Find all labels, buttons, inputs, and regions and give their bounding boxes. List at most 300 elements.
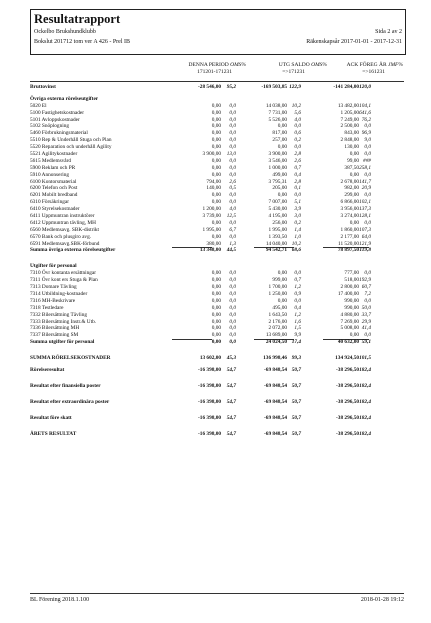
current-period-amount: 0,00 (211, 270, 221, 277)
current-period-pct: 54,7 (226, 430, 236, 437)
closing-balance-pct: 0,2 (294, 219, 301, 226)
closing-balance-amount: -69 848,54 (264, 382, 287, 389)
table-row (30, 277, 404, 284)
prior-year-pct: 182,4 (359, 398, 371, 405)
closing-balance-amount: 4 195,00 (268, 213, 287, 220)
prior-year-amount: 13 482,00 (337, 102, 359, 109)
closing-balance-pct: 1,6 (294, 318, 301, 325)
prior-year-pct: 182,4 (359, 430, 371, 437)
table-row (30, 151, 404, 158)
current-period-amount: 0,00 (211, 192, 221, 199)
table-row (30, 144, 404, 151)
prior-year-pct: 182,4 (359, 414, 371, 421)
current-period-pct: 95,2 (226, 84, 236, 90)
current-period-pct: 0,0 (229, 137, 236, 144)
table-row (30, 431, 404, 438)
current-period-amount: 0,00 (211, 325, 221, 332)
row-label: Summa övriga externa rörelseutgifter (30, 247, 116, 254)
prior-year-pct: 33,7 (361, 311, 371, 318)
closing-balance-amount: 5 430,00 (268, 206, 287, 213)
prior-year-pct: 104,1 (359, 102, 371, 109)
prior-year-pct: 121,9 (359, 240, 371, 247)
closing-balance-amount: 256,00 (272, 219, 287, 226)
row-label: 7311 Övr kont ers Stuga & Plan (30, 277, 98, 284)
prior-year-amount: 2 500,00 (340, 123, 359, 130)
current-period-amount: 0,00 (211, 164, 221, 171)
closing-balance-pct: 0,1 (294, 185, 301, 192)
prior-year-pct: 41,4 (361, 325, 371, 332)
row-label: Resultat före skatt (30, 414, 72, 421)
closing-balance-pct: 2,8 (294, 151, 301, 158)
table-row (30, 284, 404, 291)
prior-year-amount: 2 678,00 (340, 178, 359, 185)
prior-year-amount: 40 632,00 (337, 339, 359, 346)
row-label: 6201 Mobilt bredband (30, 192, 78, 199)
table-row (30, 234, 404, 241)
prior-year-amount: 11 520,00 (338, 240, 359, 247)
current-period-pct: 2,6 (229, 178, 236, 185)
closing-balance-pct: 1,2 (294, 284, 301, 291)
footer-divider (30, 593, 404, 594)
table-row (30, 84, 404, 91)
closing-balance-pct: 122,9 (289, 84, 301, 90)
prior-year-amount: 1 205,00 (340, 109, 359, 116)
prior-year-amount: 3 274,00 (340, 213, 359, 220)
column-title: ACK FÖREG ÅR (346, 62, 387, 68)
current-period-amount: 0,00 (211, 102, 221, 109)
row-label: 5900 Reklam och PR (30, 164, 76, 171)
row-label: 6411 Uppmuntran instruktörer (30, 213, 95, 220)
table-row (30, 298, 404, 305)
spacer (30, 422, 404, 431)
closing-balance-pct: 5,1 (294, 199, 301, 206)
prior-year-amount: 4 880,00 (340, 311, 359, 318)
footer-timestamp: 2018-01-28 19:12 (360, 597, 404, 603)
prior-year-amount: 99,00 (347, 157, 359, 164)
table-row (30, 185, 404, 192)
prior-year-pct: 20,9 (361, 185, 371, 192)
table-row (30, 158, 404, 165)
prior-year-amount: 3 956,00 (340, 206, 359, 213)
prior-year-pct: 0,0 (364, 171, 371, 178)
row-label: 5520 Reparation och underhåll Agility (30, 144, 112, 151)
closing-balance-amount: 2 072,00 (268, 325, 287, 332)
closing-balance-amount: 1 643,50 (268, 311, 287, 318)
closing-balance-amount: 499,00 (272, 171, 287, 178)
current-period-pct: 13,0 (226, 151, 236, 158)
current-period-pct: 0,0 (229, 304, 236, 311)
closing-balance-amount: 14 038,00 (265, 102, 287, 109)
row-label: 5460 Förbrukningsmaterial (30, 130, 88, 137)
current-period-amount: -16 398,00 (198, 398, 221, 405)
current-period-pct: 0,0 (229, 192, 236, 199)
row-label: 6310 Försäkringar (30, 199, 69, 206)
current-period-pct: 0,0 (229, 157, 236, 164)
current-period-pct: 0,0 (229, 277, 236, 284)
prior-year-amount: 0,00 (349, 171, 359, 178)
closing-balance-pct: 3,9 (294, 206, 301, 213)
current-period-pct: 0,0 (229, 297, 236, 304)
closing-balance-amount: 24 024,50 (265, 339, 287, 346)
prior-year-amount: 7 249,00 (340, 116, 359, 123)
closing-balance-amount: 14 040,00 (265, 240, 287, 247)
row-label: 5101 Avloppskostnader (30, 116, 80, 123)
row-label: 7316 MH-Beskrivare (30, 297, 76, 304)
row-label: 6591 Medlemsavg.SBK-förbund (30, 240, 100, 247)
current-period-amount: 13 348,00 (199, 247, 221, 254)
closing-balance-pct: 1,4 (294, 226, 301, 233)
table-row (30, 367, 404, 374)
closing-balance-amount: -169 503,85 (261, 84, 287, 90)
closing-balance-amount: 1 995,00 (268, 226, 287, 233)
table-row (30, 103, 404, 110)
closing-balance-pct: 0,9 (294, 290, 301, 297)
column-range: =>171231 (282, 69, 305, 75)
current-period-pct: 0,0 (229, 219, 236, 226)
row-label: 7332 Bilersättning Tävling (30, 311, 87, 318)
spacer (30, 374, 404, 383)
closing-balance-pct: 17,4 (291, 339, 301, 346)
current-period-pct: 0,0 (229, 102, 236, 109)
prior-year-amount: 2 800,00 (340, 284, 359, 291)
column-header-prior-year (325, 62, 403, 76)
current-period-amount: 0,00 (211, 277, 221, 284)
current-period-amount: 0,00 (211, 339, 221, 346)
closing-balance-amount: 0,00 (277, 297, 287, 304)
prior-year-pct: 0,0 (364, 270, 371, 277)
closing-balance-pct: 0,4 (294, 304, 301, 311)
current-period-amount: 0,00 (211, 233, 221, 240)
current-period-amount: 0,00 (211, 157, 221, 164)
current-period-pct: 45,3 (226, 355, 236, 362)
closing-balance-amount: 0,00 (277, 192, 287, 199)
current-period-pct: 0,0 (229, 332, 236, 339)
closing-balance-pct: 50,7 (291, 430, 301, 437)
prior-year-pct: ### (363, 157, 371, 164)
row-label: 5102 Snöplogning (30, 123, 69, 130)
current-period-amount: 0,00 (211, 304, 221, 311)
prior-year-pct: 102,1 (359, 199, 371, 206)
fiscal-year: Räkenskapsår 2017-01-01 - 2017-12-31 (306, 39, 402, 45)
prior-year-amount: 78 897,50 (337, 247, 359, 254)
prior-year-pct: 29,9 (361, 318, 371, 325)
table-row (30, 213, 404, 220)
closing-balance-pct: 68,6 (291, 247, 301, 254)
current-period-amount: 0,00 (211, 137, 221, 144)
row-label: Summa utgifter för personal (30, 339, 95, 346)
current-period-amount: 380,00 (206, 240, 221, 247)
prior-year-amount: 0,00 (349, 332, 359, 339)
prior-year-amount: 990,00 (344, 297, 359, 304)
current-period-amount: -16 398,00 (198, 414, 221, 421)
row-label: SUMMA RÖRELSEKOSTNADER (30, 355, 111, 362)
prior-year-pct: 7,2 (364, 290, 371, 297)
row-label: 7336 Bilersättning MH (30, 325, 80, 332)
row-label: Resultat efter finansiella poster (30, 382, 101, 389)
prior-year-amount: 134 924,50 (335, 355, 359, 362)
prior-year-pct: 0,0 (364, 144, 371, 151)
closing-balance-amount: 495,00 (272, 304, 287, 311)
closing-balance-pct: 3,0 (294, 213, 301, 220)
current-period-pct: 0,0 (229, 311, 236, 318)
table-row (30, 312, 404, 319)
table-row (30, 117, 404, 124)
table-row (30, 415, 404, 422)
header-divider (30, 81, 404, 82)
prior-year-pct: 0,0 (364, 123, 371, 130)
row-label: 6412 Uppmuntran tävling, MH (30, 219, 96, 226)
closing-balance-amount: 5 526,00 (268, 116, 287, 123)
table-row (30, 172, 404, 179)
row-label: 5910 Annonsering (30, 171, 69, 178)
table-row (30, 291, 404, 298)
prior-year-amount: -38 296,50 (336, 366, 359, 373)
closing-balance-amount: 13 689,00 (265, 332, 287, 339)
row-label: 6200 Telefon och Post (30, 185, 78, 192)
column-title: DENNA PERIOD (188, 62, 229, 68)
closing-balance-amount: -69 848,54 (264, 398, 287, 405)
prior-year-pct: 50,0 (361, 304, 371, 311)
column-title: UTG SALDO (278, 62, 310, 68)
prior-year-amount: -141 284,00 (333, 84, 359, 90)
current-period-amount: 0,00 (211, 130, 221, 137)
current-period-amount: 0,00 (211, 318, 221, 325)
prior-year-pct: 119,8 (359, 247, 371, 254)
closing-balance-pct: 10,2 (291, 102, 301, 109)
prior-year-pct: 641,6 (359, 109, 371, 116)
closing-balance-amount: -69 848,54 (264, 430, 287, 437)
prior-year-amount: 2 848,00 (340, 137, 359, 144)
closing-balance-pct: 10,2 (291, 240, 301, 247)
table-row (30, 192, 404, 199)
closing-balance-amount: 7 007,00 (268, 199, 287, 206)
current-period-pct: 12,5 (226, 213, 236, 220)
current-period-amount: 0,00 (211, 109, 221, 116)
table-row (30, 319, 404, 326)
row-label: 5100 Fastighetskostnader (30, 109, 84, 116)
current-period-amount: -16 398,00 (198, 382, 221, 389)
current-period-pct: 0,0 (229, 116, 236, 123)
row-label: 6570 Bank och plusgiro avg. (30, 233, 92, 240)
row-label: 7313 Domare Tävling (30, 284, 77, 291)
spacer (30, 346, 404, 355)
current-period-amount: 0,00 (211, 144, 221, 151)
prior-year-amount: 7 269,00 (340, 318, 359, 325)
prior-year-pct: 258,1 (359, 164, 371, 171)
table-row (30, 110, 404, 117)
prior-year-pct: 60,7 (361, 284, 371, 291)
row-label: Bruttovinst (30, 84, 56, 90)
current-period-pct: 1,3 (229, 240, 236, 247)
closing-balance-pct: 0,2 (294, 137, 301, 144)
prior-year-pct: 9,0 (364, 137, 371, 144)
row-label: 7318 Testledare (30, 304, 64, 311)
prior-year-pct: 101,5 (359, 355, 371, 362)
row-label: 5020 El (30, 102, 47, 109)
table-row (30, 325, 404, 332)
prior-year-pct: 0,0 (364, 192, 371, 199)
table-row (30, 179, 404, 186)
prior-year-pct: 120,0 (359, 84, 371, 90)
current-period-pct: 54,7 (226, 398, 236, 405)
closing-balance-amount: 3 900,00 (268, 151, 287, 158)
closing-balance-amount: 3 795,31 (268, 178, 287, 185)
current-period-pct: 54,7 (226, 366, 236, 373)
prior-year-pct: 182,4 (359, 382, 371, 389)
current-period-amount: 1 995,00 (202, 226, 221, 233)
row-label: Övriga externa rörelseutgifter (30, 95, 99, 102)
prior-year-pct: 192,9 (359, 277, 371, 284)
table-row (30, 206, 404, 213)
current-period-pct: 54,7 (226, 414, 236, 421)
current-period-amount: -16 398,00 (198, 366, 221, 373)
prior-year-amount: -38 296,50 (336, 382, 359, 389)
report-table (30, 84, 404, 437)
column-range: =>161231 (362, 69, 385, 75)
current-period-amount: -28 546,00 (198, 84, 221, 90)
row-label: 5615 Medlemsvård (30, 157, 72, 164)
closing-balance-pct: 2,6 (294, 157, 301, 164)
current-period-amount: 3 739,00 (202, 213, 221, 220)
closing-balance-amount: 136 998,46 (263, 355, 287, 362)
current-period-amount: 0,00 (211, 311, 221, 318)
spacer (30, 390, 404, 399)
prior-year-amount: 518,00 (344, 277, 359, 284)
prior-year-amount: 777,00 (344, 270, 359, 277)
column-range: 171201-171231 (197, 69, 232, 75)
current-period-amount: 0,00 (211, 199, 221, 206)
prior-year-pct: 96,9 (361, 130, 371, 137)
closing-balance-pct: 4,0 (294, 116, 301, 123)
closing-balance-pct: 50,7 (291, 414, 301, 421)
closing-balance-amount: 1 700,00 (268, 284, 287, 291)
row-label: Utgifter för personal (30, 263, 77, 270)
current-period-pct: 54,7 (226, 382, 236, 389)
table-row (30, 305, 404, 312)
table-row (30, 383, 404, 390)
closing-balance-pct: 50,7 (291, 382, 301, 389)
prior-year-pct: 59,1 (361, 339, 371, 346)
prior-year-amount: 17 400,00 (337, 290, 359, 297)
closing-balance-amount: 7 731,00 (268, 109, 287, 116)
column-header-closing-balance (245, 62, 327, 76)
closing-balance-amount: 999,00 (272, 277, 287, 284)
current-period-amount: 0,00 (211, 123, 221, 130)
row-label: 6100 Kontorsmaterial (30, 178, 77, 185)
current-period-pct: 0,0 (229, 270, 236, 277)
closing-balance-amount: 3 546,00 (268, 157, 287, 164)
prior-year-amount: 843,00 (344, 130, 359, 137)
closing-balance-amount: 0,00 (277, 270, 287, 277)
closing-balance-pct: 9,9 (294, 332, 301, 339)
current-period-pct: 0,0 (229, 164, 236, 171)
closing-balance-pct: 50,7 (291, 398, 301, 405)
prior-year-pct: 0,0 (364, 332, 371, 339)
current-period-pct: 0,0 (229, 339, 236, 346)
prior-year-pct: 76,2 (361, 116, 371, 123)
closing-balance-amount: 0,00 (277, 144, 287, 151)
prior-year-amount: 130,00 (344, 144, 359, 151)
prior-year-amount: 6 866,00 (340, 199, 359, 206)
table-row (30, 355, 404, 362)
closing-balance-pct: 0,7 (294, 164, 301, 171)
prior-year-amount: -38 296,50 (336, 414, 359, 421)
current-period-pct: 44,5 (226, 247, 236, 254)
prior-year-pct: 128,1 (359, 213, 371, 220)
closing-balance-amount: 1 250,00 (268, 290, 287, 297)
report-header (30, 9, 406, 55)
current-period-pct: 0,0 (229, 290, 236, 297)
prior-year-pct: 182,4 (359, 366, 371, 373)
current-period-pct: 0,0 (229, 171, 236, 178)
current-period-amount: 3 900,00 (202, 151, 221, 158)
current-period-pct: 6,7 (229, 226, 236, 233)
closing-balance-amount: 1 000,00 (268, 164, 287, 171)
closing-balance-pct: 50,7 (291, 366, 301, 373)
spacer (30, 254, 404, 263)
current-period-amount: 0,00 (211, 332, 221, 339)
prior-year-amount: 299,00 (344, 192, 359, 199)
closing-balance-pct: 0,0 (294, 192, 301, 199)
table-row (30, 96, 404, 103)
row-label: Rörelseresultat (30, 366, 65, 373)
column-header-current-period (160, 62, 246, 76)
prior-year-pct: 107,3 (359, 226, 371, 233)
closing-balance-pct: 5,6 (294, 109, 301, 116)
current-period-pct: 0,0 (229, 144, 236, 151)
current-period-pct: 0,0 (229, 109, 236, 116)
row-label: 6410 Styrelsekostnader (30, 206, 80, 213)
closing-balance-pct: 1,2 (294, 311, 301, 318)
closing-balance-pct: 0,6 (294, 130, 301, 137)
prior-year-amount: 0,00 (349, 219, 359, 226)
prior-year-amount: 0,00 (349, 151, 359, 158)
closing-balance-pct: 1,0 (294, 233, 301, 240)
current-period-amount: 0,00 (211, 290, 221, 297)
closing-balance-pct: 2,8 (294, 178, 301, 185)
current-period-pct: 0,0 (229, 123, 236, 130)
current-period-amount: 140,00 (206, 185, 221, 192)
current-period-pct: 0,5 (229, 185, 236, 192)
current-period-amount: 0,00 (211, 219, 221, 226)
organization-name: Ockelbo Brukshundklubb (34, 29, 96, 35)
closing-balance-amount: 0,00 (277, 123, 287, 130)
report-subtitle: Bokslut 201712 tom ver A 426 - Prel IB (34, 39, 130, 45)
table-row (30, 220, 404, 227)
closing-balance-amount: 2 176,00 (268, 318, 287, 325)
prior-year-pct: 0,0 (364, 219, 371, 226)
closing-balance-pct: 0,0 (294, 297, 301, 304)
current-period-amount: 13 602,00 (199, 355, 221, 362)
closing-balance-amount: -69 848,54 (264, 366, 287, 373)
closing-balance-amount: 94 542,71 (265, 247, 287, 254)
footer-software: BL Förening 2018.1.100 (30, 597, 90, 603)
table-row (30, 339, 404, 346)
current-period-amount: 794,00 (206, 178, 221, 185)
closing-balance-pct: 0,4 (294, 171, 301, 178)
closing-balance-pct: 0,7 (294, 277, 301, 284)
report-title: Resultatrapport (34, 12, 121, 26)
table-row (30, 247, 404, 254)
current-period-pct: 0,0 (229, 199, 236, 206)
prior-year-amount: 1 860,00 (340, 226, 359, 233)
prior-year-pct: 0,0 (364, 151, 371, 158)
row-label: Resultat efter extraordinära poster (30, 398, 110, 405)
closing-balance-amount: -69 848,54 (264, 414, 287, 421)
closing-balance-amount: 205,00 (272, 185, 287, 192)
prior-year-pct: 137,3 (359, 206, 371, 213)
closing-balance-pct: 99,3 (291, 355, 301, 362)
